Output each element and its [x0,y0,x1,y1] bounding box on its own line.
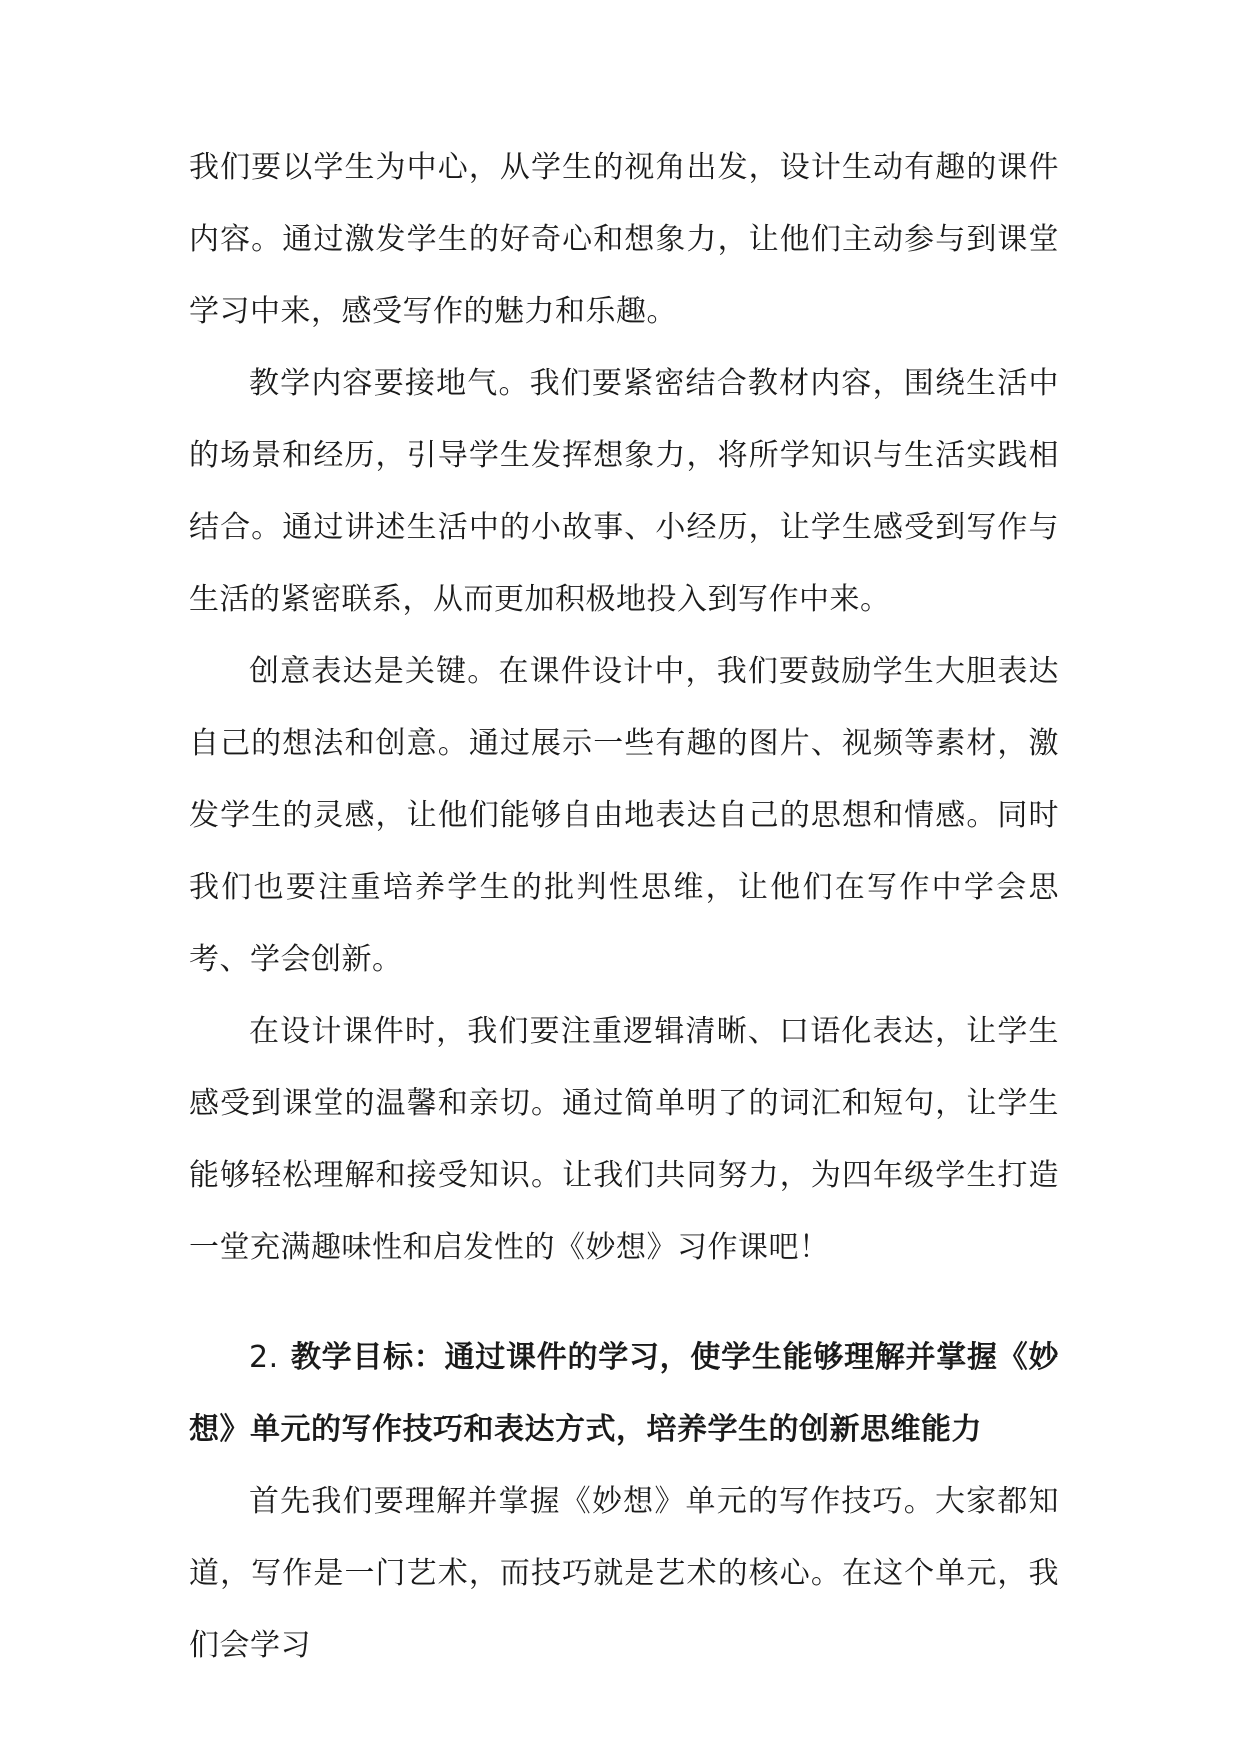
section-heading-number: 2. [249,1340,279,1375]
paragraph-teaching-content: 教学内容要接地气。我们要紧密结合教材内容，围绕生活中的场景和经历，引导学生发挥想象力，将所学知识与生活实践相结合。通过讲述生活中的小故事、小经历，让学生感受到写作与生活的紧密联系，从而更加积极地投入到写作中来。 [189,366,1059,617]
paragraph-continuation: 我们要以学生为中心，从学生的视角出发，设计生动有趣的课件内容。通过激发学生的好奇心和想象力，让他们主动参与到课堂学习中来，感受写作的魅力和乐趣。 [189,150,1059,329]
section-heading [189,1322,1059,1466]
paragraph-writing-skills: 首先我们要理解并掌握《妙想》单元的写作技巧。大家都知道，写作是一门艺术，而技巧就是艺术的核心。在这个单元，我们会学习 [189,1484,1059,1663]
section-heading-text: 教学目标：通过课件的学习，使学生能够理解并掌握《妙想》单元的写作技巧和表达方式，培养学生的创新思维能力 [189,1340,1059,1447]
paragraph-creative-expression: 创意表达是关键。在课件设计中，我们要鼓励学生大胆表达自己的想法和创意。通过展示一些有趣的图片、视频等素材，激发学生的灵感，让他们能够自由地表达自己的思想和情感。同时我们也要注重培养学生的批判性思维，让他们在写作中学会思考、学会创新。 [189,654,1059,977]
paragraph-courseware-design: 在设计课件时，我们要注重逻辑清晰、口语化表达，让学生感受到课堂的温馨和亲切。通过简单明了的词汇和短句，让学生能够轻松理解和接受知识。让我们共同努力，为四年级学生打造一堂充满趣味性和启发性的《妙想》习作课吧！ [189,1014,1059,1265]
document-body [189,132,1059,1682]
